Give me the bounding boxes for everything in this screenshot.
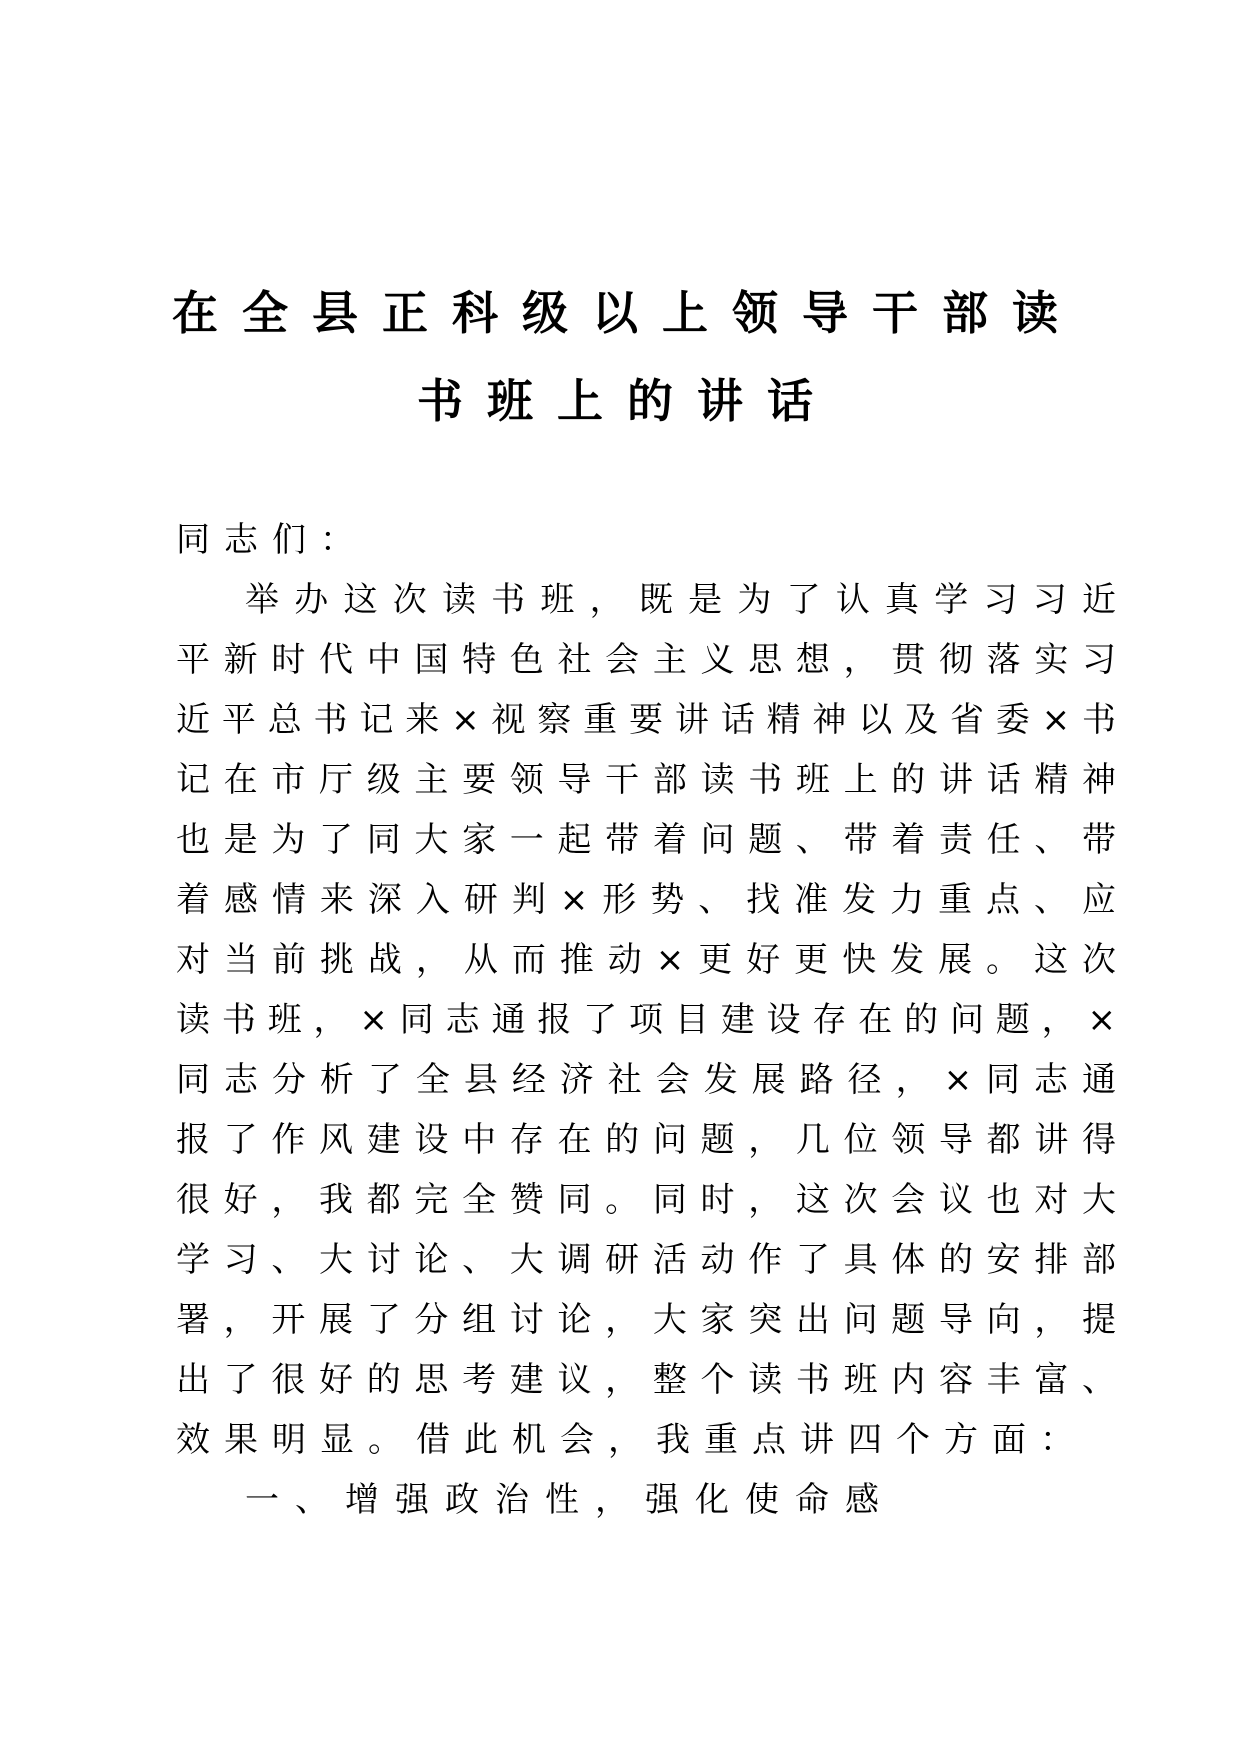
section-heading: 一、增强政治性，强化使命感 (245, 1480, 895, 1520)
greeting: 同志们： (176, 520, 368, 560)
paragraph-line: 也是为了同大家一起带着问题、带着责任、带 (176, 820, 1116, 860)
paragraph-line: 读书班，×同志通报了项目建设存在的问题，× (176, 1000, 1116, 1040)
paragraph-line: 出了很好的思考建议，整个读书班内容丰富、 (176, 1360, 1116, 1400)
paragraph-line: 报了作风建设中存在的问题，几位领导都讲得 (176, 1120, 1116, 1160)
paragraph-line: 效果明显。借此机会，我重点讲四个方面： (176, 1420, 1088, 1460)
document-title-line-2: 书班上的讲话 (417, 374, 837, 428)
paragraph-line: 着感情来深入研判×形势、找准发力重点、应 (176, 880, 1116, 920)
paragraph-line: 近平总书记来×视察重要讲话精神以及省委×书 (176, 700, 1116, 740)
paragraph-line: 很好，我都完全赞同。同时，这次会议也对大 (176, 1180, 1116, 1220)
paragraph-line: 署，开展了分组讨论，大家突出问题导向，提 (176, 1300, 1116, 1340)
paragraph-line: 平新时代中国特色社会主义思想，贯彻落实习 (176, 640, 1116, 680)
paragraph-line: 同志分析了全县经济社会发展路径，×同志通 (176, 1060, 1116, 1100)
paragraph-line: 学习、大讨论、大调研活动作了具体的安排部 (176, 1240, 1116, 1280)
paragraph-line: 记在市厅级主要领导干部读书班上的讲话精神 (176, 760, 1116, 800)
paragraph-line: 对当前挑战，从而推动×更好更快发展。这次 (176, 940, 1116, 980)
paragraph-line: 举办这次读书班，既是为了认真学习习近 (245, 580, 1116, 620)
document-title-line-1: 在全县正科级以上领导干部读 (172, 286, 1082, 340)
